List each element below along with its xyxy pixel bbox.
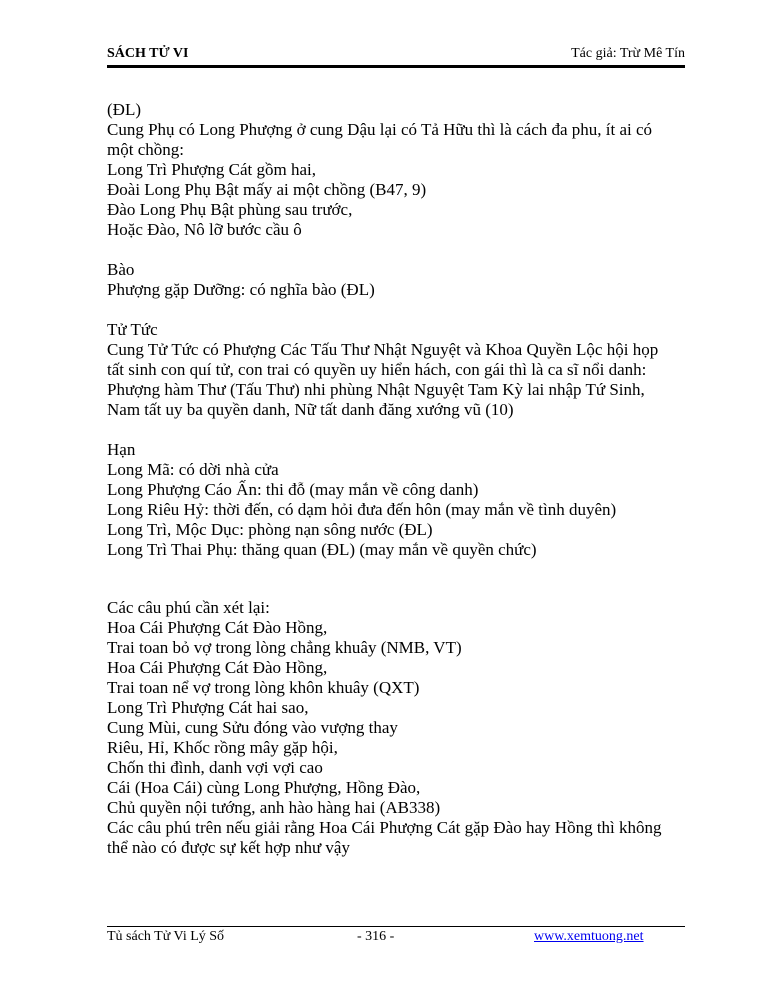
text-line: một chồng: xyxy=(107,140,184,159)
header-divider xyxy=(107,65,685,68)
document-body xyxy=(107,100,687,858)
text-line: Cung Mùi, cung Sửu đóng vào vượng thay xyxy=(107,718,398,737)
text-line: Hoặc Đào, Nô lỡ bước cầu ô xyxy=(107,220,302,239)
series-label: Tủ sách Tử Vi Lý Số xyxy=(107,929,225,944)
text-line: Long Trì Phượng Cát hai sao, xyxy=(107,698,309,717)
text-line: Cung Phụ có Long Phượng ở cung Dậu lại có Tả Hữu thì là cách đa phu, ít ai có xyxy=(107,120,653,139)
paragraph-gap xyxy=(107,300,687,320)
author-label: Tác giả: Trừ Mê Tín xyxy=(571,46,685,61)
text-line: thể nào có được sự kết hợp như vậy xyxy=(107,838,350,857)
text-line: Các câu phú trên nếu giải rằng Hoa Cái Phượng Cát gặp Đào hay Hồng thì không xyxy=(107,818,662,837)
text-line: Hoa Cái Phượng Cát Đào Hồng, xyxy=(107,658,328,677)
text-line: Long Trì, Mộc Dục: phòng nạn sông nước (ĐL) xyxy=(107,520,433,539)
text-line: Chủ quyền nội tướng, anh hào hàng hai (AB338) xyxy=(107,798,441,817)
text-line: Cái (Hoa Cái) cùng Long Phượng, Hồng Đào, xyxy=(107,778,421,797)
page-footer xyxy=(107,929,685,947)
paragraph-gap xyxy=(107,560,687,598)
text-line: Trai toan bỏ vợ trong lòng chẳng khuây (NMB, VT) xyxy=(107,638,462,657)
text-line: Trai toan nể vợ trong lòng khôn khuây (QXT) xyxy=(107,678,420,697)
text-line: Đào Long Phụ Bật phùng sau trước, xyxy=(107,200,353,219)
text-line: Long Mã: có dời nhà cửa xyxy=(107,460,279,479)
website-link[interactable]: www.xemtuong.net xyxy=(534,929,644,944)
text-line: Cung Tử Tức có Phượng Các Tấu Thư Nhật Nguyệt và Khoa Quyền Lộc hội họp xyxy=(107,340,659,359)
text-line: Phượng gặp Dưỡng: có nghĩa bào (ĐL) xyxy=(107,280,375,299)
text-line: Long Phượng Cáo Ấn: thi đỗ (may mắn về công danh) xyxy=(107,480,479,499)
text-line: Phượng hàm Thư (Tấu Thư) nhi phùng Nhật Nguyệt Tam Kỳ lai nhập Tứ Sinh, xyxy=(107,380,645,399)
paragraph-gap xyxy=(107,420,687,440)
text-line: Đoài Long Phụ Bật mấy ai một chồng (B47, 9) xyxy=(107,180,427,199)
section-heading: Hạn xyxy=(107,440,136,459)
text-line: Long Riêu Hỷ: thời đến, có dạm hỏi đưa đến hôn (may mắn về tình duyên) xyxy=(107,500,617,519)
text-line: (ĐL) xyxy=(107,100,141,119)
text-line: Chốn thi đình, danh vợi vợi cao xyxy=(107,758,323,777)
footer-divider xyxy=(107,926,685,927)
text-line: Riêu, Hỉ, Khốc rồng mây gặp hội, xyxy=(107,738,338,757)
section-heading: Bào xyxy=(107,260,135,279)
text-line: Long Trì Thai Phụ: thăng quan (ĐL) (may mắn về quyền chức) xyxy=(107,540,537,559)
text-line: tất sinh con quí tử, con trai có quyền uy hiển hách, con gái thì là ca sĩ nổi danh: xyxy=(107,360,647,379)
paragraph-gap xyxy=(107,240,687,260)
section-heading: Tử Tức xyxy=(107,320,158,339)
text-line: Long Trì Phượng Cát gồm hai, xyxy=(107,160,317,179)
page-header xyxy=(107,46,685,66)
text-line: Nam tất uy ba quyền danh, Nữ tất danh đăng xướng vũ (10) xyxy=(107,400,514,419)
section-heading: Các câu phú cần xét lại: xyxy=(107,598,270,617)
page-number: - 316 - xyxy=(357,929,395,944)
book-title: SÁCH TỬ VI xyxy=(107,46,189,61)
text-line: Hoa Cái Phượng Cát Đào Hồng, xyxy=(107,618,328,637)
